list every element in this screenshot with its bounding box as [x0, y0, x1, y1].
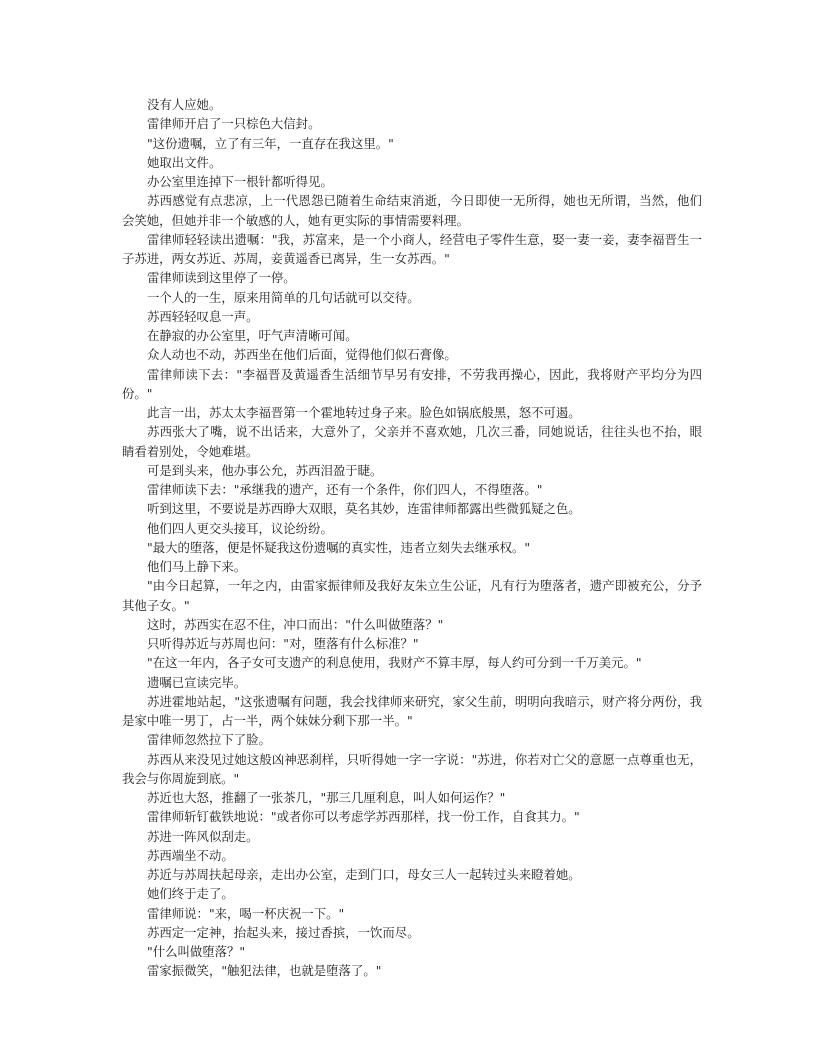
paragraph: 苏进一阵风似刮走。 [147, 828, 259, 844]
paragraph: 遗嘱已宣读完毕。 [147, 674, 247, 690]
paragraph: "在这一年内，各子女可支遗产的利息使用，我财产不算丰厚，每人约可分到一千万美元。" [147, 655, 642, 671]
paragraph: 苏近也大怒，推翻了一张茶几，"那三几厘利息，叫人如何运作？" [147, 790, 506, 805]
paragraph: 没有人应她。 [147, 97, 222, 112]
paragraph: 他们四人更交头接耳，议论纷纷。 [147, 520, 333, 536]
paragraph: 办公室里连掉下一根针都听得见。 [147, 174, 333, 189]
paragraph: "这份遗嘱，立了有三年，一直存在我这里。" [147, 135, 394, 151]
paragraph: 雷律师说："来，喝一杯庆祝一下。" [147, 905, 345, 921]
paragraph: 这时，苏西实在忍不住，冲口而出："什么叫做堕落？" [147, 616, 444, 632]
paragraph: 雷律师忽然拉下了脸。 [147, 732, 271, 748]
paragraph: 苏近与苏周扶起母亲，走出办公室，走到门口，母女三人一起转过头来瞪着她。 [147, 867, 581, 882]
paragraph: 雷律师读下去："李福晋及黄遥香生活细节早另有安排，不劳我再操心，因此，我将财产平均分为四份。" [122, 366, 702, 401]
paragraph: 他们马上静下来。 [147, 559, 247, 574]
paragraph: 苏西定一定神，抬起头来，接过香摈，一饮而尽。 [147, 924, 420, 940]
paragraph: 雷律师读下去："承继我的遗产，还有一个条件，你们四人，不得堕落。" [147, 482, 543, 497]
paragraph: 此言一出，苏太太李福晋第一个霍地转过身子来。脸色如锅底般黑，怒不可遏。 [147, 405, 581, 420]
paragraph: 听到这里，不要说是苏西睁大双眼，莫名其妙，连雷律师都露出些微狐疑之色。 [147, 501, 581, 517]
paragraph: 苏西张大了嘴，说不出话来，大意外了，父亲并不喜欢她，几次三番，同她说话，往往头也不抬，眼睛看着别处，令她难堪。 [122, 424, 702, 459]
paragraph: 苏西轻轻叹息一声。 [147, 308, 259, 324]
paragraph: 雷律师开启了一只棕色大信封。 [147, 116, 321, 132]
paragraph: 一个人的一生，原来用简单的几句话就可以交待。 [147, 289, 420, 305]
paragraph: 雷律师读到这里停了一停。 [147, 270, 296, 286]
paragraph: 众人动也不动，苏西坐在他们后面，觉得他们似石膏像。 [147, 347, 457, 363]
paragraph: 苏西端坐不动。 [147, 847, 234, 863]
paragraph: 可是到头来，他办事公允，苏西泪盈于睫。 [147, 462, 383, 478]
paragraph: 苏西从来没见过她这般凶神恶刹样，只听得她一字一字说："苏进，你若对亡父的意愿一点尊重也无，我会与你周旋到底。" [122, 751, 702, 786]
paragraph: 在静寂的办公室里，吁气声清晰可闻。 [147, 328, 358, 343]
paragraph: 只听得苏近与苏周也问："对，堕落有什么标准？" [147, 636, 419, 651]
paragraph: "最大的堕落，便是怀疑我这份遗嘱的真实性，违者立刻失去继承权。" [147, 539, 531, 555]
paragraph: 雷家振微笑，"触犯法律，也就是堕落了。" [147, 963, 382, 979]
paragraph: 苏西感觉有点悲凉，上一代恩怨已随着生命结束消逝，今日即使一无所得，她也无所谓，当然，他们会笑她，但她并非一个敏感的人，她有更实际的事情需要料理。 [122, 193, 702, 228]
paragraph: 她取出文件。 [147, 154, 222, 170]
paragraph: 雷律师轻轻读出遗嘱："我，苏富来，是一个小商人，经营电子零件生意，娶一妻一妾，妻李福晋生一子苏进，两女苏近、苏周，妾黄遥香已离异，生一女苏西。" [122, 231, 702, 266]
paragraph: "由今日起算，一年之内，由雷家振律师及我好友朱立生公证，凡有行为堕落者，遗产即被充公，分予其他子女。" [122, 578, 702, 613]
paragraph: 雷律师斩钉截铁地说："或者你可以考虑学苏西那样，找一份工作，自食其力。" [147, 809, 580, 825]
document-body [122, 95, 702, 981]
paragraph: "什么叫做堕落？" [147, 944, 246, 959]
paragraph: 她们终于走了。 [147, 886, 234, 902]
paragraph: 苏进霍地站起，"这张遗嘱有问题，我会找律师来研究，家父生前，明明向我暗示，财产将分两份，我是家中唯一男丁，占一半，两个妹妹分剩下那一半。" [122, 693, 702, 728]
